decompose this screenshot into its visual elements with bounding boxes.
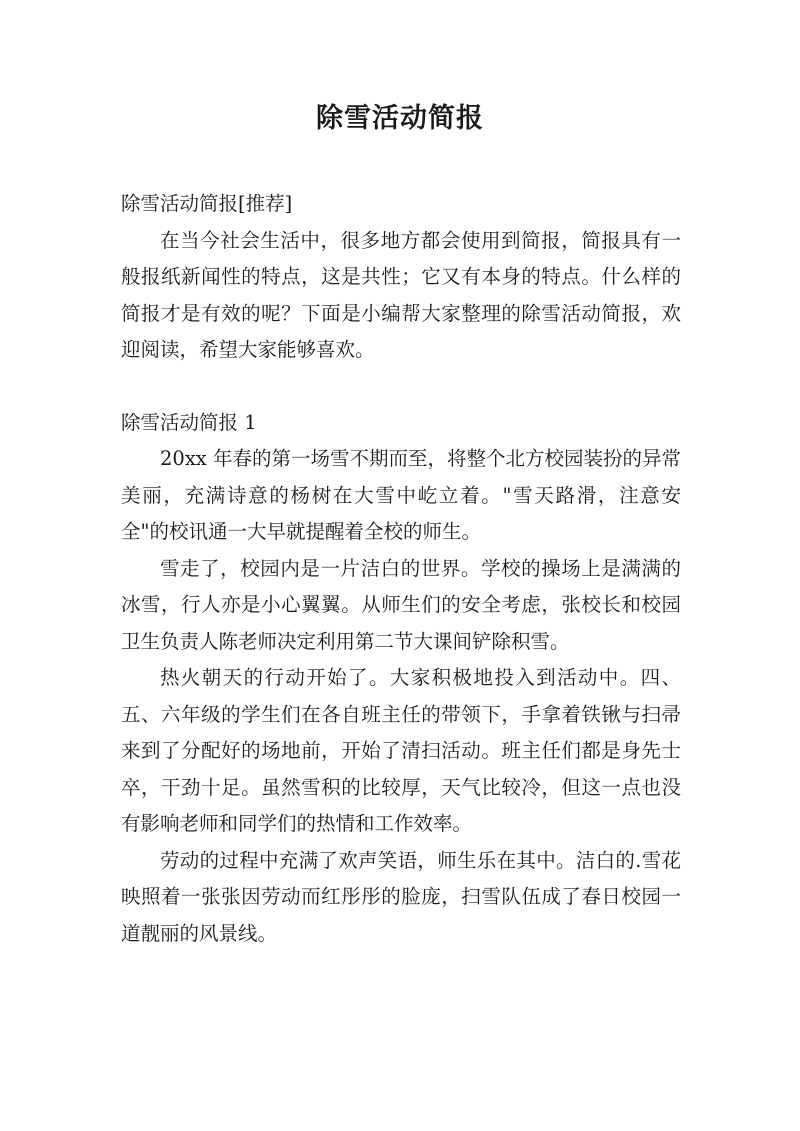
document-body [121,186,681,952]
section-heading: 除雪活动简报 1 [121,410,257,434]
body-paragraph: 20xx 年春的第一场雪不期而至，将整个北方校园装扮的异常美丽，充满诗意的杨树在大雪中屹立着。"雪天路滑，注意安全"的校讯通一大早就提醒着全校的师生。 [121,447,682,543]
document-subtitle: 除雪活动简报[推荐] [121,192,293,215]
document-title: 除雪活动简报 [316,103,484,134]
intro-paragraph: 在当今社会生活中，很多地方都会使用到简报，简报具有一般报纸新闻性的特点，这是共性；它又有本身的特点。什么样的简报才是有效的呢？下面是小编帮大家整理的除雪活动简报，欢迎阅读，希望大家能够喜欢。 [121,228,681,361]
body-paragraph: 劳动的过程中充满了欢声笑语，师生乐在其中。洁白的.雪花映照着一张张因劳动而红彤彤的脸庞，扫雪队伍成了春日校园一道靓丽的风景线。 [121,848,681,945]
body-paragraph: 热火朝天的行动开始了。大家积极地投入到活动中。四、五、六年级的学生们在各自班主任的带领下，手拿着铁锹与扫帚来到了分配好的场地前，开始了清扫活动。班主任们都是身先士卒，干劲十足。虽然雪积的比较厚，天气比较冷，但这一点也没有影响老师和同学们的热情和工作效率。 [121,666,681,835]
body-paragraph: 雪走了，校园内是一片洁白的世界。学校的操场上是满满的冰雪，行人亦是小心翼翼。从师生们的安全考虑，张校长和校园卫生负责人陈老师决定利用第二节大课间铲除积雪。 [121,556,681,653]
paragraph-spacer [121,369,681,405]
